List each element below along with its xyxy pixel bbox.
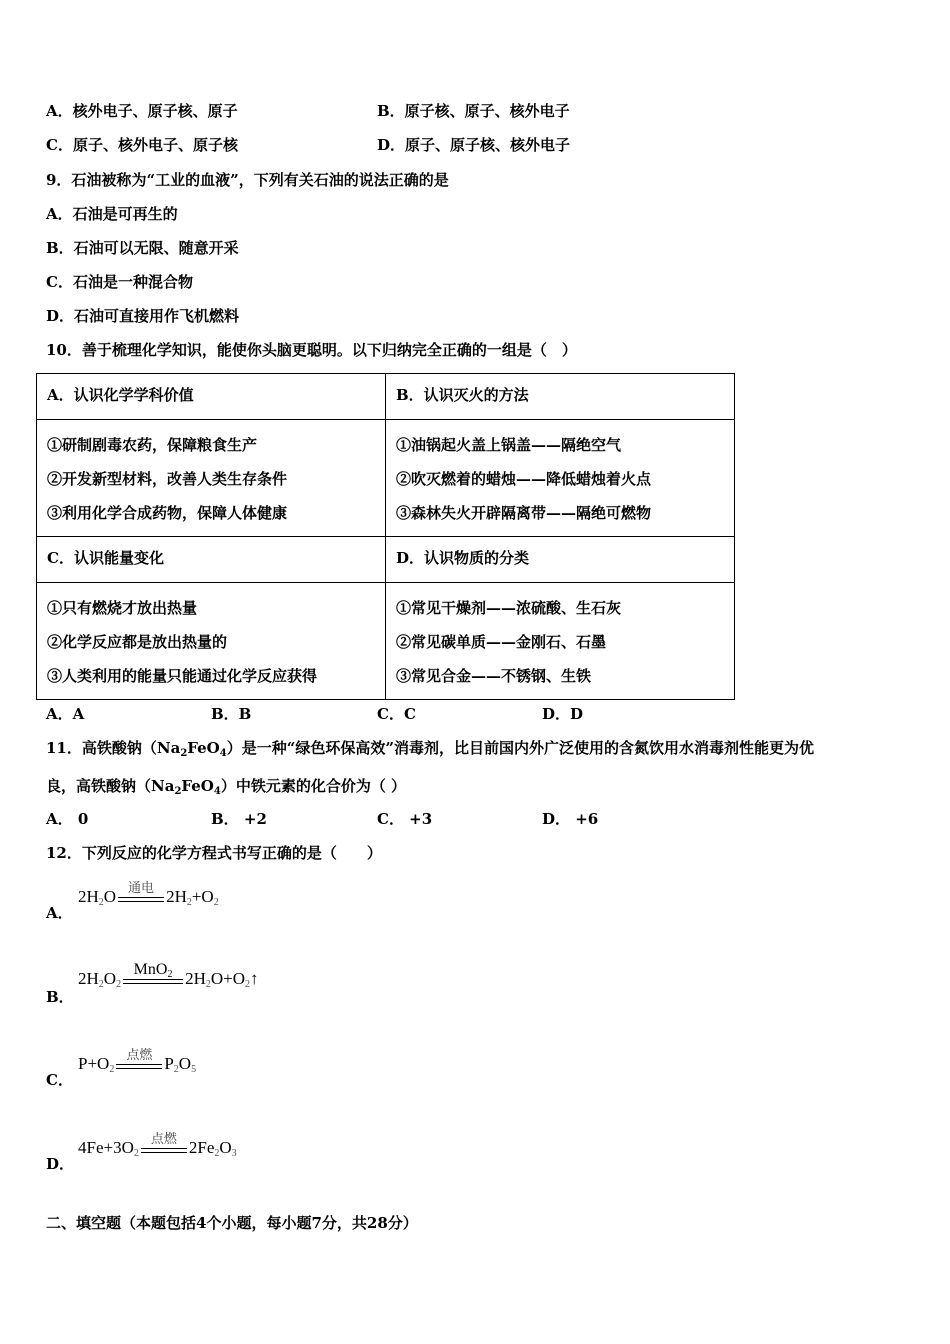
q9-option-c: C．石油是一种混合物 bbox=[46, 273, 193, 291]
q11-stem-line1: 11．高铁酸钠$(Na_2FeO_4)$是一种“绿色环保高效”消毒剂，比目前国内外广泛使用的含氮饮用水消毒剂性能更为优 bbox=[46, 739, 814, 759]
q11-stem-line2: 良，高铁酸钠$(Na_2FeO_4)$中铁元素的化合价为（ ） bbox=[46, 777, 407, 797]
cell-d-items bbox=[386, 583, 735, 700]
option-label: C． bbox=[46, 1071, 73, 1089]
q10-stem: 10．善于梳理化学知识，能使你头脑更聪明。以下归纳完全正确的一组是（ ） bbox=[46, 341, 577, 359]
cell-c-item: ①只有燃烧才放出热量 bbox=[47, 599, 198, 617]
q9-option-d: D．石油可直接用作飞机燃料 bbox=[46, 307, 240, 325]
q11-option-a: A． 0 bbox=[46, 810, 89, 828]
option-label: B． bbox=[46, 988, 74, 1006]
equation-b: $2H_2O_2$ MnO$_2$ $2H_2O+O_2↑$ bbox=[78, 961, 259, 990]
catalyst-label: MnO$_2$ bbox=[133, 961, 173, 980]
cell-c-title: C．认识能量变化 bbox=[37, 537, 386, 583]
equation-a: $2H_2O$ 通电 $2H_2+O_2$ bbox=[78, 880, 219, 908]
q11-option-c: C． +3 bbox=[377, 810, 433, 828]
q8-option-d: D．原子、原子核、核外电子 bbox=[377, 136, 571, 154]
q10-table bbox=[36, 373, 735, 700]
q10-option-d: D．D bbox=[542, 705, 584, 723]
cell-b-item: ①油锅起火盖上锅盖——隔绝空气 bbox=[396, 436, 622, 454]
condition-label: 点燃 bbox=[126, 1047, 153, 1062]
cell-b-title: B．认识灭火的方法 bbox=[386, 374, 735, 420]
q10-option-b: B．B bbox=[211, 705, 252, 723]
q11-option-d: D． +6 bbox=[542, 810, 599, 828]
equation-c: $P+O_2$ 点燃 $P_2O_5$ bbox=[78, 1047, 197, 1075]
condition-label: 点燃 bbox=[150, 1131, 177, 1146]
q8-option-a: A．核外电子、原子核、原子 bbox=[46, 102, 238, 120]
cell-b-item: ③森林失火开辟隔离带——隔绝可燃物 bbox=[396, 504, 652, 522]
cell-a-item: ①研制剧毒农药，保障粮食生产 bbox=[47, 436, 258, 454]
cell-c-items bbox=[37, 583, 386, 700]
cell-a-item: ③利用化学合成药物，保障人体健康 bbox=[47, 504, 288, 522]
q12-stem: 12．下列反应的化学方程式书写正确的是（ ） bbox=[46, 844, 382, 862]
q8-option-b: B．原子核、原子、核外电子 bbox=[377, 102, 570, 120]
cell-d-item: ①常见干燥剂——浓硫酸、生石灰 bbox=[396, 599, 622, 617]
q10-option-c: C．C bbox=[377, 705, 416, 723]
q9-option-b: B．石油可以无限、随意开采 bbox=[46, 239, 239, 257]
cell-d-item: ②常见碳单质——金刚石、石墨 bbox=[396, 633, 607, 651]
q10-option-a: A．A bbox=[46, 705, 85, 723]
cell-a-item: ②开发新型材料，改善人类生存条件 bbox=[47, 470, 288, 488]
equation-d: $4Fe+3O_2$ 点燃 $2Fe_2O_3$ bbox=[78, 1131, 237, 1159]
cell-a-items bbox=[37, 420, 386, 537]
condition-label: 通电 bbox=[128, 880, 155, 895]
option-label: D． bbox=[46, 1155, 75, 1173]
section-2-title: 二、填空题（本题包括4个小题，每小题7分，共28分） bbox=[46, 1214, 418, 1232]
cell-c-item: ③人类利用的能量只能通过化学反应获得 bbox=[47, 667, 318, 685]
cell-d-title: D．认识物质的分类 bbox=[386, 537, 735, 583]
q9-stem: 9．石油被称为“工业的血液”，下列有关石油的说法正确的是 bbox=[46, 171, 449, 189]
cell-b-item: ②吹灭燃着的蜡烛——降低蜡烛着火点 bbox=[396, 470, 652, 488]
cell-d-item: ③常见合金——不锈钢、生铁 bbox=[396, 667, 592, 685]
q9-option-a: A．石油是可再生的 bbox=[46, 205, 178, 223]
q11-option-b: B． +2 bbox=[211, 810, 267, 828]
cell-b-items bbox=[386, 420, 735, 537]
option-label: A． bbox=[46, 904, 73, 922]
cell-a-title: A．认识化学学科价值 bbox=[37, 374, 386, 420]
q8-option-c: C．原子、核外电子、原子核 bbox=[46, 136, 238, 154]
cell-c-item: ②化学反应都是放出热量的 bbox=[47, 633, 228, 651]
